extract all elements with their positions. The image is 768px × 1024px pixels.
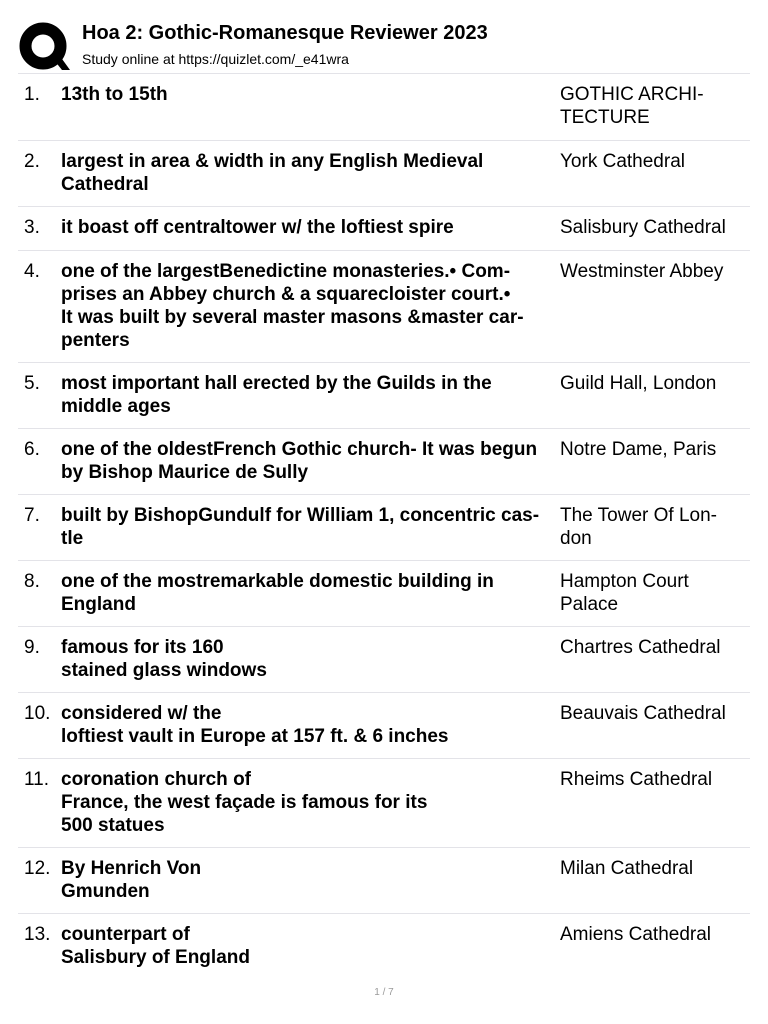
- flashcard-row: [18, 759, 750, 848]
- flashcard-row: [18, 693, 750, 759]
- card-definition: Hampton Court Palace: [560, 571, 689, 615]
- card-number: 4.: [24, 261, 40, 282]
- card-term: coronation church of France, the west façade is famous for its 500 statues: [61, 769, 428, 836]
- flashcard-row: [18, 207, 750, 251]
- card-definition: The Tower Of Lon- don: [560, 505, 718, 549]
- card-number: 2.: [24, 151, 40, 172]
- card-number: 5.: [24, 373, 40, 394]
- flashcard-row: [18, 848, 750, 914]
- card-term: one of the largestBenedictine monasteries.• Com- prises an Abbey church & a squarecloister court.• It was built by several master masons &master car- penters: [61, 261, 524, 351]
- card-term: famous for its 160 stained glass windows: [61, 637, 267, 681]
- document-title: Hoa 2: Gothic-Romanesque Reviewer 2023: [82, 22, 488, 44]
- flashcard-row: [18, 363, 750, 429]
- flashcard-row: [18, 429, 750, 495]
- card-term: one of the oldestFrench Gothic church- It was begun by Bishop Maurice de Sully: [61, 439, 538, 483]
- card-definition: Beauvais Cathedral: [560, 703, 726, 724]
- document-header: [0, 0, 768, 74]
- page-indicator: 1 / 7: [374, 987, 394, 998]
- card-number: 8.: [24, 571, 40, 592]
- card-number: 10.: [24, 703, 51, 724]
- card-definition: York Cathedral: [560, 151, 685, 172]
- card-definition: Chartres Cathedral: [560, 637, 721, 658]
- flashcard-row: [18, 495, 750, 561]
- card-definition: Salisbury Cathedral: [560, 217, 726, 238]
- flashcard-row: [18, 74, 750, 141]
- flashcard-row: [18, 251, 750, 363]
- card-definition: Westminster Abbey: [560, 261, 724, 282]
- card-number: 13.: [24, 924, 51, 945]
- flashcard-list: [18, 73, 750, 980]
- flashcard-row: [18, 627, 750, 693]
- card-number: 7.: [24, 505, 40, 526]
- card-number: 3.: [24, 217, 40, 238]
- card-term: By Henrich Von Gmunden: [61, 858, 202, 902]
- flashcard-row: [18, 561, 750, 627]
- card-number: 12.: [24, 858, 51, 879]
- flashcard-row: [18, 914, 750, 980]
- card-term: it boast off centraltower w/ the loftiest spire: [61, 217, 454, 238]
- card-term: 13th to 15th: [61, 84, 168, 105]
- quizlet-logo-icon: [19, 21, 71, 73]
- study-link-text: Study online at https://quizlet.com/_e41wra: [82, 51, 349, 67]
- card-definition: Milan Cathedral: [560, 858, 694, 879]
- card-term: most important hall erected by the Guilds in the middle ages: [61, 373, 492, 417]
- card-definition: Notre Dame, Paris: [560, 439, 717, 460]
- card-definition: Amiens Cathedral: [560, 924, 712, 945]
- card-definition: Guild Hall, London: [560, 373, 717, 394]
- card-definition: Rheims Cathedral: [560, 769, 713, 790]
- card-number: 6.: [24, 439, 40, 460]
- card-term: counterpart of Salisbury of England: [61, 924, 250, 968]
- card-number: 9.: [24, 637, 40, 658]
- flashcard-row: [18, 141, 750, 207]
- card-definition: GOTHIC ARCHI- TECTURE: [560, 84, 704, 128]
- card-number: 1.: [24, 84, 40, 105]
- card-term: considered w/ the loftiest vault in Europe at 157 ft. & 6 inches: [61, 703, 449, 747]
- card-term: one of the mostremarkable domestic building in England: [61, 571, 494, 615]
- card-term: largest in area & width in any English Medieval Cathedral: [61, 151, 484, 195]
- card-number: 11.: [24, 769, 50, 790]
- card-term: built by BishopGundulf for William 1, concentric cas- tle: [61, 505, 540, 549]
